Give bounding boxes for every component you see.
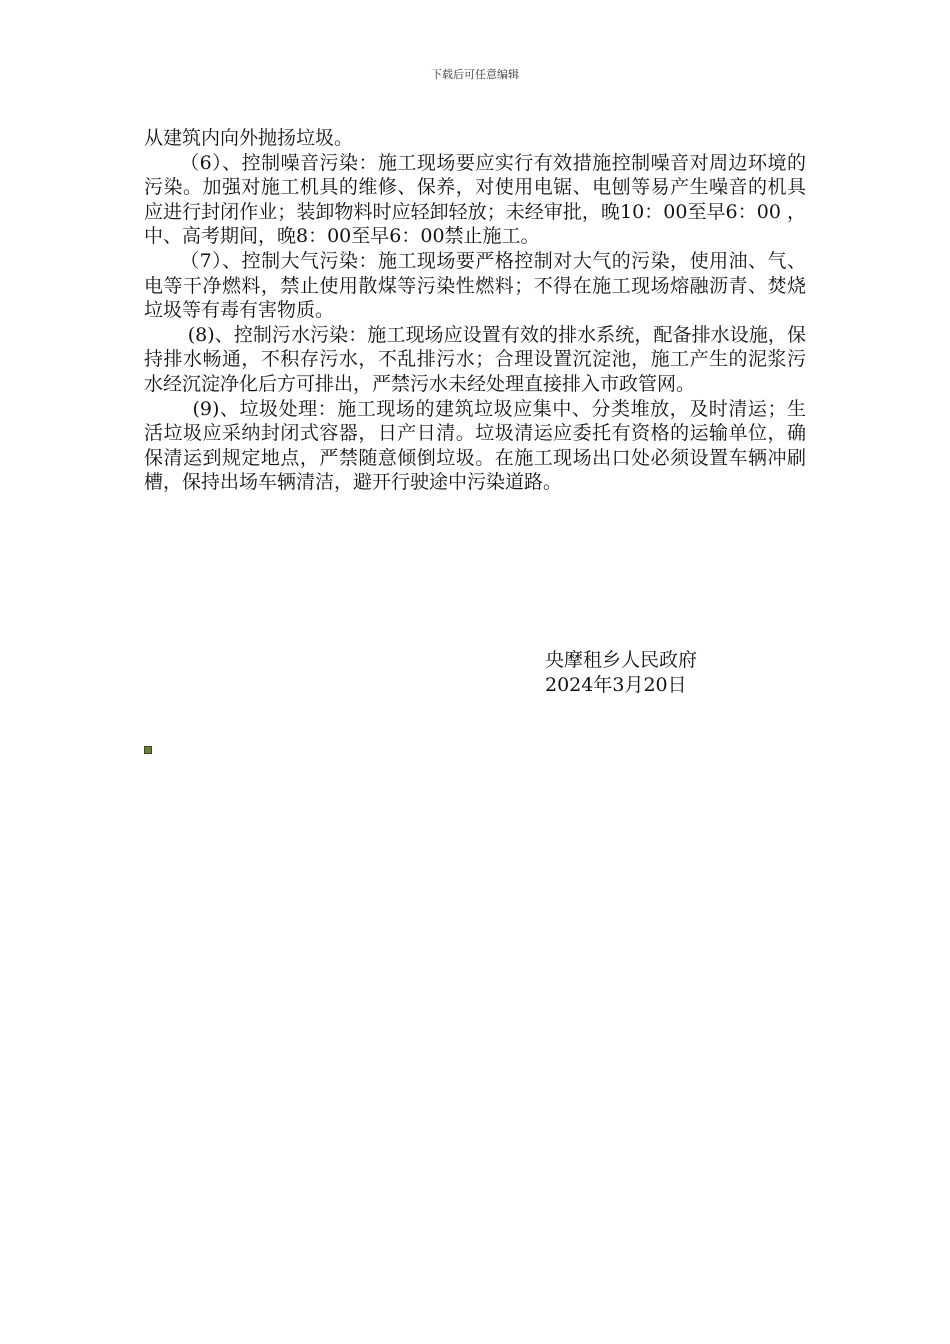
paragraph-water-control: (8)、控制污水污染：施工现场应设置有效的排水系统，配备排水设施，保持排水畅通，不积存污水，不乱排污水；合理设置沉淀池，施工产生的泥浆污水经沉淀净化后方可排出，严禁污水未经处理直接排入市政管网。 (144, 323, 806, 395)
image-placeholder-icon (144, 746, 152, 754)
signature-date: 2024年3月20日 (545, 674, 687, 696)
paragraph-noise-control: （6）、控制噪音污染：施工现场要应实行有效措施控制噪音对周边环境的污染。加强对施工机具的维修、保养，对使用电锯、电刨等易产生噪音的机具应进行封闭作业；装卸物料时应轻卸轻放；未经审批，晚10：00至早6：00 ，中、高考期间，晚8：00至早6：00禁止施工。 (144, 151, 806, 248)
paragraph-waste-handling: (9)、垃圾处理：施工现场的建筑垃圾应集中、分类堆放，及时清运；生活垃圾应采纳封闭式容器，日产日清。垃圾清运应委托有资格的运输单位，确保清运到规定地点，严禁随意倾倒垃圾。在施工现场出口处必须设置车辆冲刷槽，保持出场车辆清洁，避开行驶途中污染道路。 (144, 397, 806, 494)
signature-organization: 央摩租乡人民政府 (545, 649, 698, 671)
signature-block (545, 648, 697, 698)
paragraph-continuation: 从建筑内向外抛扬垃圾。 (144, 127, 354, 149)
header-note: 下载后可任意编辑 (431, 68, 519, 81)
document-body (144, 126, 806, 495)
paragraph-air-control: （7）、控制大气污染：施工现场要严格控制对大气的污染，使用油、气、电等干净燃料，禁止使用散煤等污染性燃料；不得在施工现场熔融沥青、焚烧垃圾等有毒有害物质。 (144, 249, 806, 322)
